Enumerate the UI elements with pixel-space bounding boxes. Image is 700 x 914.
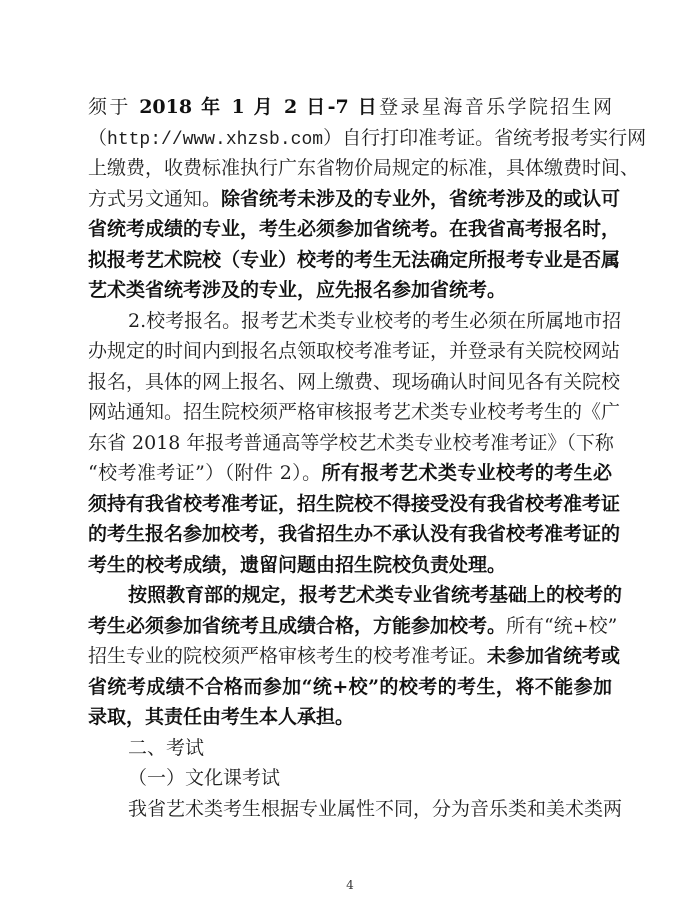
text: 须于	[88, 96, 140, 118]
p1-line-2	[88, 123, 647, 153]
p2-line-2	[88, 336, 621, 366]
p1-line-4	[88, 184, 621, 214]
p2-line-6	[88, 458, 612, 488]
text: 2.校考报名。报考艺术类专业校考的考生必须在所属地市招	[128, 310, 622, 332]
p1-line-7	[88, 275, 612, 305]
bold-text: 除省统考未涉及的专业外，省统考涉及的或认可	[221, 188, 621, 210]
p1-line-6	[88, 245, 621, 275]
date-range: 2018 年 1 月 2 日-7 日	[139, 96, 380, 118]
p4-line-1	[128, 794, 623, 824]
text: 上缴费，收费标准执行广东省物价局规定的标准，具体缴费时间、	[88, 157, 640, 179]
bold-text: 未参加省统考或	[487, 645, 621, 667]
text: 所有“统+校”	[506, 615, 618, 637]
bold-text: 在我省高考报名时，	[449, 218, 621, 240]
p1-line-3	[88, 153, 640, 183]
p2-line-4	[88, 397, 621, 427]
bold-text: 艺术类省统考涉及的专业，应先报名参加省统考。	[88, 279, 507, 301]
bold-text: 拟报考艺术院校（专业）校考的考生无法确定所报考专业是否属	[88, 249, 621, 271]
text: 招生专业的院校须严格审核考生的校考准考证。	[88, 645, 488, 667]
bold-text: 的考生报名参加校考，我省招生办不承认没有我省校考准考证的	[88, 523, 621, 545]
p2-line-3	[88, 367, 621, 397]
heading-text: 二、考试	[128, 737, 205, 759]
text: 网站通知。招生院校须严格审核报考艺术类专业校考考生的《广	[88, 401, 621, 423]
text: （	[88, 127, 108, 149]
p1-line-5	[88, 214, 621, 244]
page-number: 4	[346, 878, 354, 892]
p3-line-5	[88, 702, 612, 732]
bold-text: 所有报考艺术类专业校考的考生必	[321, 462, 612, 484]
bold-text: 考生的校考成绩，遗留问题由招生院校负责处理。	[88, 554, 507, 576]
text: 方式另文通知。	[88, 188, 222, 210]
subsection-heading	[128, 763, 612, 793]
bold-text: 须持有我省校考准考证，招生院校不得接受没有我省校考准考证	[88, 493, 621, 515]
p3-line-2	[88, 611, 618, 641]
p3-line-1	[128, 580, 623, 610]
bold-text: 省统考成绩不合格而参加“统+校”的校考的考生，将不能参加	[88, 676, 612, 698]
p2-line-1	[128, 306, 622, 336]
p2-line-7	[88, 489, 621, 519]
p3-line-4	[88, 672, 612, 702]
text: 办规定的时间内到报名点领取校考准考证，并登录有关院校网站	[88, 340, 621, 362]
url: http://www.xhzsb.com	[107, 130, 324, 150]
p1-line-1	[88, 92, 612, 122]
bold-text: 按照教育部的规定，报考艺术类专业省统考基础上的校考的	[128, 584, 623, 606]
bold-text: 录取，其责任由考生本人承担。	[88, 706, 355, 728]
text: 登录星海音乐学院招生网	[379, 96, 612, 118]
bold-text: 考生必须参加省统考且成绩合格，方能参加校考。	[88, 615, 507, 637]
heading-text: （一）文化课考试	[128, 767, 281, 789]
text: 报名，具体的网上报名、网上缴费、现场确认时间见各有关院校	[88, 371, 621, 393]
p2-line-8	[88, 519, 621, 549]
p3-line-3	[88, 641, 621, 671]
p2-line-9	[88, 550, 612, 580]
text: 我省艺术类考生根据专业属性不同，分为音乐类和美术类两	[128, 798, 623, 820]
text: “校考准考证”）（附件 2）。	[88, 462, 322, 484]
section-heading	[128, 733, 612, 763]
text: ）自行打印准考证。省统考报考实行网	[323, 127, 647, 149]
bold-text: 省统考成绩的专业，考生必须参加省统考。	[88, 218, 450, 240]
p2-line-5	[88, 428, 612, 458]
text: 东省 2018 年报考普通高等学校艺术类专业校考准考证》（下称	[88, 432, 614, 454]
